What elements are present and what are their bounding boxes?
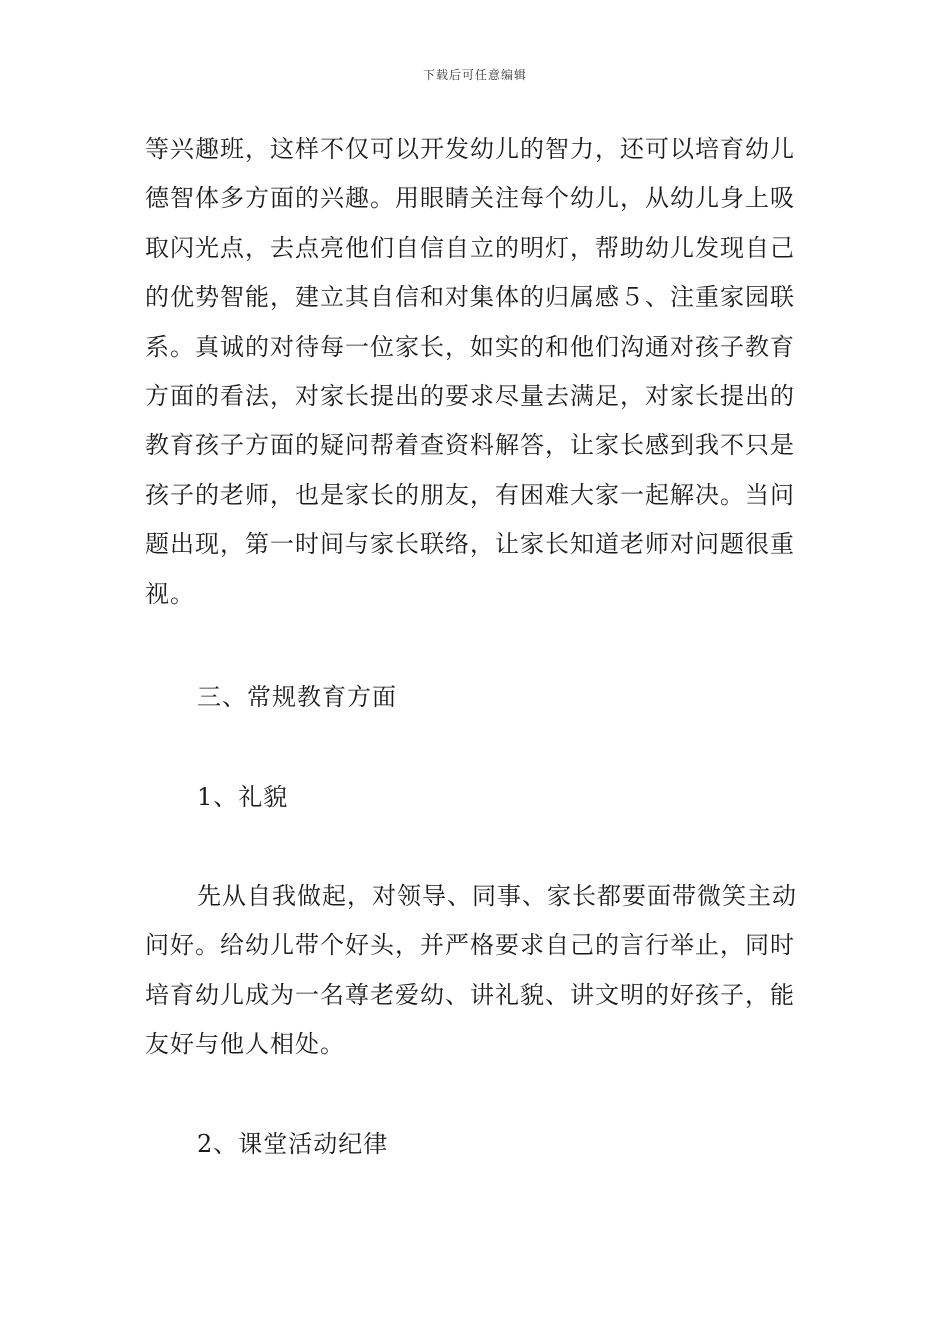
subheading-classroom-discipline: 2、课堂活动纪律: [197, 1130, 389, 1158]
section-heading-routine-education: 三、常规教育方面: [197, 683, 397, 711]
body-paragraph-1: 等兴趣班，这样不仅可以开发幼儿的智力，还可以培育幼儿德智体多方面的兴趣。用眼睛关注每个幼儿，从幼儿身上吸取闪光点，去点亮他们自信自立的明灯，帮助幼儿发现自己的优势智能，建立其自信和对集体的归属感５、注重家园联系。真诚的对待每一位家长，如实的和他们沟通对孩子教育方面的看法，对家长提出的要求尽量去满足，对家长提出的教育孩子方面的疑问帮着查资料解答，让家长感到我不只是孩子的老师，也是家长的朋友，有困难大家一起解决。当问题出现，第一时间与家长联络，让家长知道老师对问题很重视。: [145, 135, 795, 608]
subheading-courtesy: 1、礼貌: [197, 783, 289, 811]
download-note: 下载后可任意编辑: [422, 68, 527, 82]
body-paragraph-2: 先从自我做起，对领导、同事、家长都要面带微笑主动问好。给幼儿带个好头，并严格要求自己的言行举止，同时培育幼儿成为一名尊老爱幼、讲礼貌、讲文明的好孩子，能友好与他人相处。: [145, 882, 797, 1059]
